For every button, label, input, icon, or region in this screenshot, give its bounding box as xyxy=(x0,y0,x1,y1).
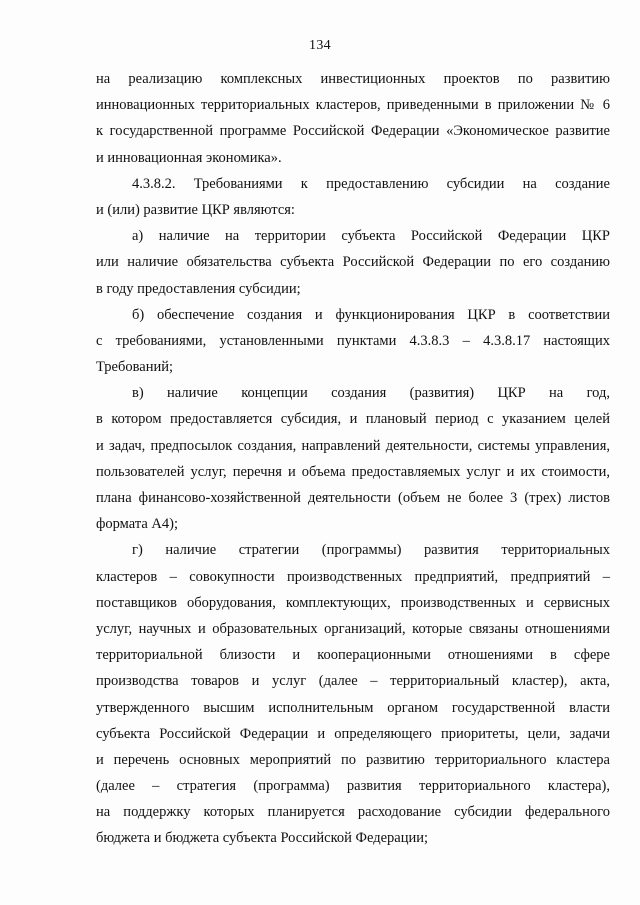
text-line: производства товаров и услуг (далее – территориальный кластер), акта, xyxy=(96,673,610,690)
text-line: услуг, научных и образовательных организаций, которые связаны отношениями xyxy=(96,620,610,637)
text-line: и инновационная экономика». xyxy=(96,149,282,166)
document-text xyxy=(96,66,610,852)
text-line: утвержденного высшим исполнительным органом государственной власти xyxy=(96,699,610,716)
page-number: 134 xyxy=(309,38,331,53)
text-line: поставщиков оборудования, комплектующих, производственных и сервисных xyxy=(96,594,610,611)
text-line: на реализацию комплексных инвестиционных проектов по развитию xyxy=(96,71,610,87)
text-line: плана финансово-хозяйственной деятельности (объем не более 3 (трех) листов xyxy=(96,490,610,506)
text-line: кластеров – совокупности производственных предприятий, предприятий – xyxy=(96,568,610,585)
text-line: в) наличие концепции создания (развития) ЦКР на год, xyxy=(132,385,610,402)
text-line: с требованиями, установленными пунктами 4.3.8.3 – 4.3.8.17 настоящих xyxy=(96,332,610,349)
text-line: (далее – стратегия (программа) развития территориального кластера), xyxy=(96,778,610,795)
text-line: к государственной программе Российской Федерации «Экономическое развитие xyxy=(96,123,610,140)
text-line: б) обеспечение создания и функционирования ЦКР в соответствии xyxy=(132,306,610,323)
text-line: субъекта Российской Федерации и определяющего приоритеты, цели, задачи xyxy=(96,725,610,742)
text-line: инновационных территориальных кластеров, приведенными в приложении № 6 xyxy=(96,97,610,114)
text-line: Требований; xyxy=(96,359,174,376)
text-line: г) наличие стратегии (программы) развития территориальных xyxy=(132,542,610,559)
text-line: и (или) развитие ЦКР являются: xyxy=(96,201,295,218)
text-line: или наличие обязательства субъекта Российской Федерации по его созданию xyxy=(96,254,610,271)
text-line: территориальной близости и кооперационными отношениями в сфере xyxy=(96,647,610,664)
text-line: пользователей услуг, перечня и объема предоставляемых услуг и их стоимости, xyxy=(96,463,610,480)
text-line: формата А4); xyxy=(96,516,178,533)
text-line: в году предоставления субсидии; xyxy=(96,280,301,297)
text-line: 4.3.8.2. Требованиями к предоставлению субсидии на создание xyxy=(132,175,610,192)
text-line: и задач, предпосылок создания, направлений деятельности, системы управления, xyxy=(96,437,610,454)
text-line: и перечень основных мероприятий по развитию территориального кластера xyxy=(96,751,610,768)
text-line: на поддержку которых планируется расходование субсидии федерального xyxy=(96,804,610,821)
text-line: бюджета и бюджета субъекта Российской Федерации; xyxy=(96,830,429,847)
text-line: в котором предоставляется субсидия, и плановый период с указанием целей xyxy=(96,411,610,428)
text-line: а) наличие на территории субъекта Российской Федерации ЦКР xyxy=(132,228,610,245)
